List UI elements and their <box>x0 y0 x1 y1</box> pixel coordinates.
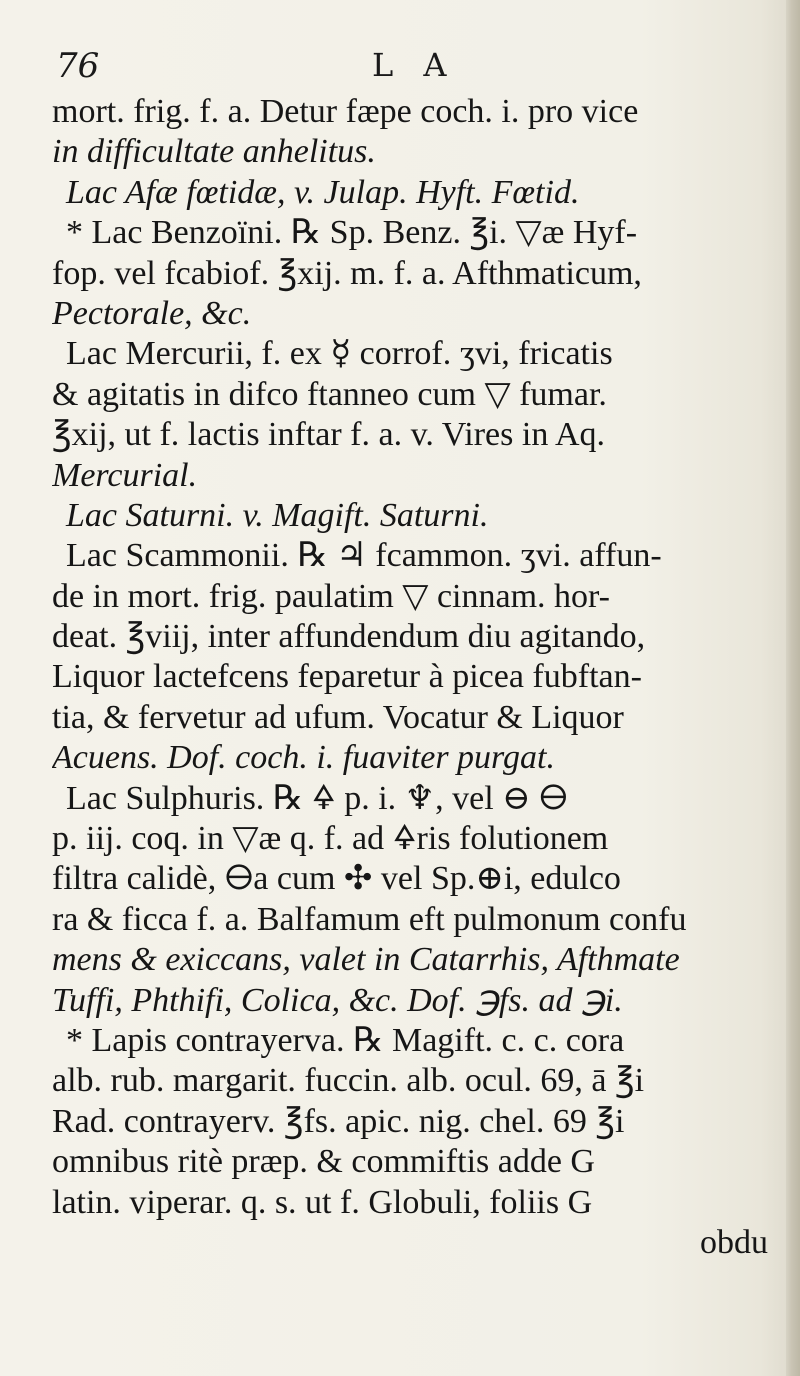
text-line: tia, & fervetur ad ufum. Vocatur & Liquor <box>52 698 624 736</box>
text-line: Lac Mercurii, f. ex ☿ corrof. ʒvi, fricatis <box>66 335 613 373</box>
text-line: latin. viperar. q. s. ut f. Globuli, foliis G <box>52 1183 593 1221</box>
text-line: mort. frig. f. a. Detur fæpe coch. i. pro vice <box>52 93 639 130</box>
text-line: & agitatis in difco ftanneo cum ▽ fumar. <box>52 375 607 413</box>
text-line: omnibus ritè præp. & commiftis adde G <box>52 1143 595 1181</box>
text-line: in difficultate anhelitus. <box>52 133 376 171</box>
text-line: Mercurial. <box>52 456 198 494</box>
text-line: de in mort. frig. paulatim ▽ cinnam. hor- <box>52 577 610 615</box>
text-line: ℥xij, ut f. lactis inftar f. a. v. Vires in Aq. <box>52 416 605 454</box>
text-line: * Lapis contrayerva. ℞ Magift. c. c. cora <box>66 1021 625 1059</box>
text-line: mens & exiccans, valet in Catarrhis, Afthmate <box>52 941 680 979</box>
text-line: fop. vel fcabiof. ℥xij. m. f. a. Afthmaticum, <box>52 254 642 292</box>
page-number: 76 <box>56 46 100 86</box>
text-line: Rad. contrayerv. ℥fs. apic. nig. chel. 69 ℥i <box>52 1102 625 1140</box>
page-gutter-shadow <box>786 0 800 1376</box>
body-text <box>52 92 788 1263</box>
text-line: Lac Afæ fœtidæ, v. Julap. Hyft. Fœtid. <box>66 173 580 211</box>
text-line: Liquor lactefcens feparetur à picea fubftan- <box>52 658 642 696</box>
text-line: Lac Sulphuris. ℞ 🜍 p. i. ♆, vel ⊖ 🜔 <box>66 779 568 817</box>
text-line: deat. ℥viij, inter affundendum diu agitando, <box>52 618 646 656</box>
text-line: Acuens. Dof. coch. i. fuaviter purgat. <box>52 739 555 777</box>
text-line: ra & ficca f. a. Balfamum eft pulmonum confu <box>52 900 687 938</box>
text-line: Tuffi, Phthifi, Colica, &c. Dof. ℈fs. ad ℈i. <box>52 981 623 1019</box>
text-line: alb. rub. margarit. fuccin. alb. ocul. 69, ā ℥i <box>52 1062 645 1100</box>
text-line: p. iij. coq. in ▽æ q. f. ad 🜍ris folutionem <box>52 820 609 858</box>
text-line: * Lac Benzoïni. ℞ Sp. Benz. ℥i. ▽æ Hyf- <box>66 214 638 252</box>
text-line: Lac Scammonii. ℞ ♃ fcammon. ʒvi. affun- <box>66 537 662 575</box>
catchword: obdu <box>700 1223 768 1261</box>
page-header <box>56 46 760 90</box>
text-line: Lac Saturni. v. Magift. Saturni. <box>66 496 489 534</box>
text-line: Pectorale, &c. <box>52 294 252 332</box>
text-line: filtra calidè, 🜔a cum ✣ vel Sp.⊕i, edulco <box>52 860 621 898</box>
running-head: L A <box>372 46 457 84</box>
